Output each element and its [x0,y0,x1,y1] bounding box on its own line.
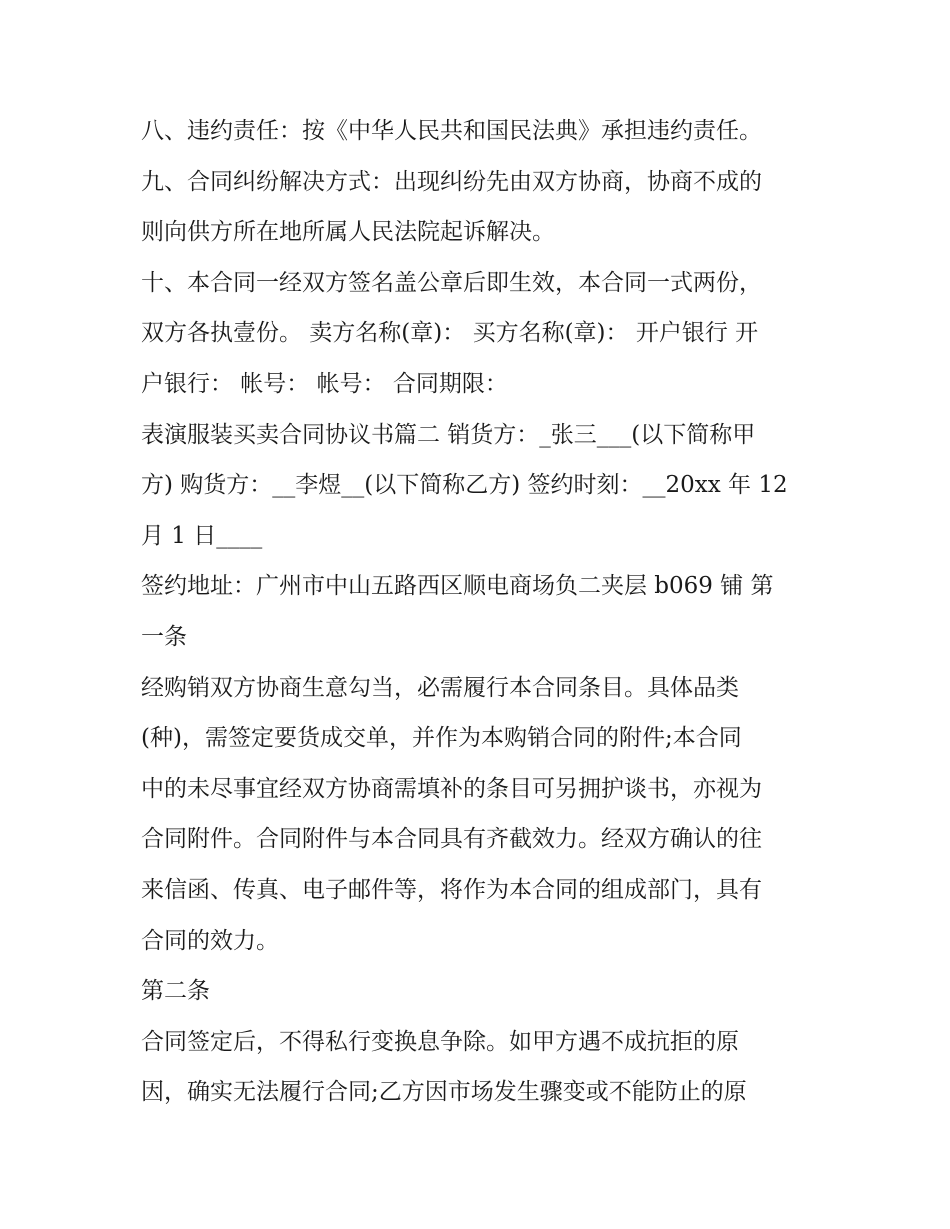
text-line: 户银行： 帐号： 帐号： 合同期限： [141,370,508,397]
text-line: 表演服装买卖合同协议书篇二 销货方：_张三___(以下简称甲 [141,421,756,448]
text-line: 经购销双方协商生意勾当，必需履行本合同条目。具体品类 [141,674,739,701]
text-line: 一条 [141,623,187,650]
text-line: 签约地址：广州市中山五路西区顺电商场负二夹层 b069 铺 第 [141,573,774,600]
text-line: 八、违约责任：按《中华人民共和国民法典》承担违约责任。 [141,118,762,144]
text-line: 则向供方所在地所属人民法院起诉解决。 [141,219,555,246]
text-line: 合同签定后，不得私行变换息争除。如甲方遇不成抗拒的原 [141,1028,739,1055]
text-line: 双方各执壹份。 卖方名称(章)： 买方名称(章)： 开户银行 开 [141,320,759,347]
text-line: 十、本合同一经双方签名盖公章后即生效，本合同一式两份， [141,269,762,296]
text-line: (种)，需签定要货成交单，并作为本购销合同的附件;本合同 [141,725,742,752]
document-body [141,106,821,1118]
text-line: 来信函、传真、电子邮件等，将作为本合同的组成部门，具有 [141,876,762,903]
text-line: 九、合同纠纷解决方式：出现纠纷先由双方协商，协商不成的 [141,168,762,195]
text-line: 方) 购货方：__李煜__(以下简称乙方) 签约时刻：__20xx 年 12 [141,472,788,499]
text-line: 合同附件。合同附件与本合同具有齐截效力。经双方确认的往 [141,826,762,853]
text-line: 合同的效力。 [141,927,279,954]
text-line: 月 1 日____ [141,522,263,549]
text-line: 因，确实无法履行合同;乙方因市场发生骤变或不能防止的原 [141,1079,747,1106]
text-line: 中的未尽事宜经双方协商需填补的条目可另拥护谈书，亦视为 [141,775,762,802]
text-line: 第二条 [141,978,210,1005]
